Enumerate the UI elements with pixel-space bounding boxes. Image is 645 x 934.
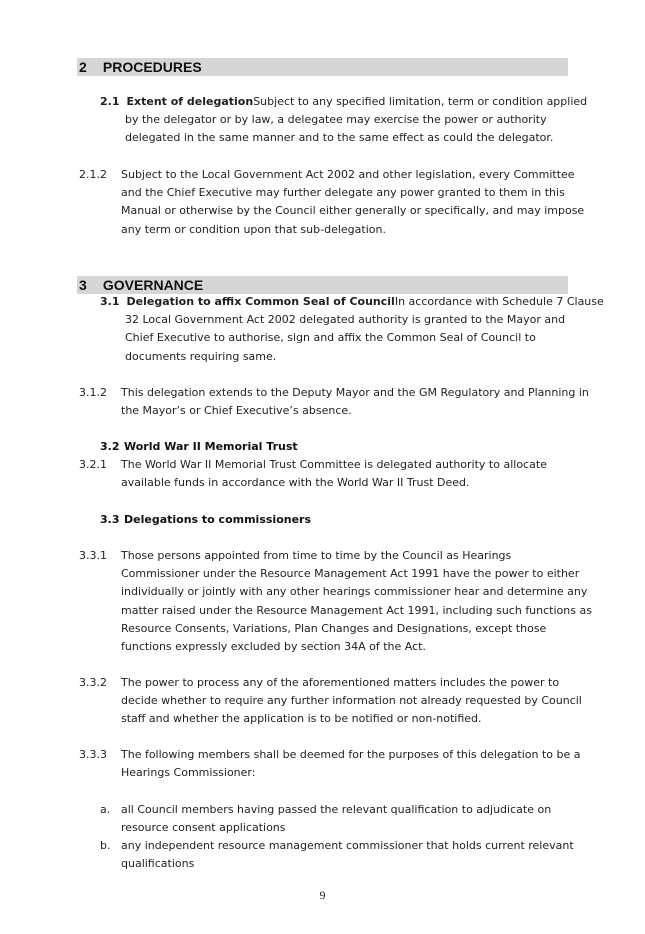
clause-number: 3.3.3: [79, 748, 107, 761]
list-marker: b.: [100, 839, 111, 852]
clause-line: Those persons appointed from time to time by the Council as Hearings: [121, 549, 512, 562]
list-line: resource consent applications: [121, 821, 286, 835]
clause-number: 2.1: [100, 95, 120, 108]
clause-3-2-1: [79, 456, 569, 494]
list-item: [100, 837, 574, 875]
clause-2-1: [100, 93, 588, 149]
clause-line: by the delegator or by law, a delegatee may exercise the power or authority: [125, 113, 547, 127]
list-item: [100, 801, 570, 839]
list-line: all Council members having passed the relevant qualification to adjudicate on: [121, 803, 552, 816]
clause-number: 2.1.2: [79, 168, 107, 181]
clause-heading: Extent of delegation: [126, 95, 254, 108]
clause-line: documents requiring same.: [125, 349, 277, 363]
clause-line: Subject to any specified limitation, term or condition applied: [253, 95, 588, 108]
clause-line: functions expressly excluded by section 34A of the Act.: [121, 640, 426, 654]
list-marker: a.: [100, 803, 111, 816]
clause-line: delegated in the same manner and to the same effect as could the delegator.: [125, 131, 554, 145]
clause-number: 3.1: [100, 295, 120, 308]
clause-line: individually or jointly with any other hearings commissioner hear and determine any: [121, 585, 588, 599]
clause-heading: Delegation to affix Common Seal of Council: [126, 295, 395, 308]
clause-line: 32 Local Government Act 2002 delegated authority is granted to the Mayor and: [125, 313, 566, 327]
clause-number: 3.3.1: [79, 549, 107, 562]
clause-line: any term or condition upon that sub-delegation.: [121, 222, 386, 236]
clause-line: This delegation extends to the Deputy Mayor and the GM Regulatory and Planning in: [121, 386, 589, 399]
clause-heading: World War II Memorial Trust: [124, 440, 298, 453]
section-heading-procedures: [77, 58, 568, 76]
list-line: qualifications: [121, 857, 195, 871]
clause-number: 3.2: [100, 440, 120, 453]
clause-3-3-3: [79, 746, 581, 784]
clause-number: 3.2.1: [79, 458, 107, 471]
subheading-3-3: [100, 511, 311, 529]
clause-line: Resource Consents, Variations, Plan Changes and Designations, except those: [121, 621, 547, 635]
section-number: 2: [79, 59, 87, 75]
clause-line: The following members shall be deemed for the purposes of this delegation to be a: [121, 748, 581, 761]
clause-heading: Delegations to commissioners: [124, 513, 312, 526]
clause-number: 3.3.2: [79, 676, 107, 689]
clause-3-1-2: [79, 384, 589, 422]
clause-line: matter raised under the Resource Management Act 1991, including such functions as: [121, 603, 592, 617]
clause-2-1-2: [79, 166, 585, 240]
clause-line: and the Chief Executive may further delegate any power granted to them in this: [121, 186, 565, 200]
section-title: PROCEDURES: [102, 59, 202, 75]
clause-3-1: [100, 293, 604, 367]
clause-3-3-2: [79, 674, 582, 730]
clause-line: In accordance with Schedule 7 Clause: [394, 295, 604, 308]
subheading-3-2: [100, 438, 298, 456]
section-number: 3: [79, 277, 87, 293]
clause-line: decide whether to require any further information not already requested by Council: [121, 694, 582, 708]
clause-line: Manual or otherwise by the Council either generally or specifically, and may impose: [121, 204, 585, 218]
clause-line: the Mayor’s or Chief Executive’s absence.: [121, 404, 352, 418]
list-line: any independent resource management commissioner that holds current relevant: [121, 839, 574, 852]
clause-line: The World War II Memorial Trust Committee is delegated authority to allocate: [121, 458, 547, 471]
clause-line: Hearings Commissioner:: [121, 766, 256, 780]
clause-3-3-1: [79, 547, 592, 657]
clause-line: The power to process any of the aforementioned matters includes the power to: [121, 676, 560, 689]
clause-number: 3.3: [100, 513, 120, 526]
clause-line: staff and whether the application is to be notified or non-notified.: [121, 712, 482, 726]
section-heading-governance: [77, 276, 568, 294]
clause-line: Chief Executive to authorise, sign and affix the Common Seal of Council to: [125, 331, 536, 345]
clause-line: available funds in accordance with the World War II Trust Deed.: [121, 476, 470, 490]
section-title: GOVERNANCE: [102, 277, 204, 293]
clause-number: 3.1.2: [79, 386, 107, 399]
clause-line: Commissioner under the Resource Management Act 1991 have the power to either: [121, 567, 580, 581]
clause-line: Subject to the Local Government Act 2002 and other legislation, every Committee: [121, 168, 575, 181]
page-number: 9: [319, 888, 326, 902]
